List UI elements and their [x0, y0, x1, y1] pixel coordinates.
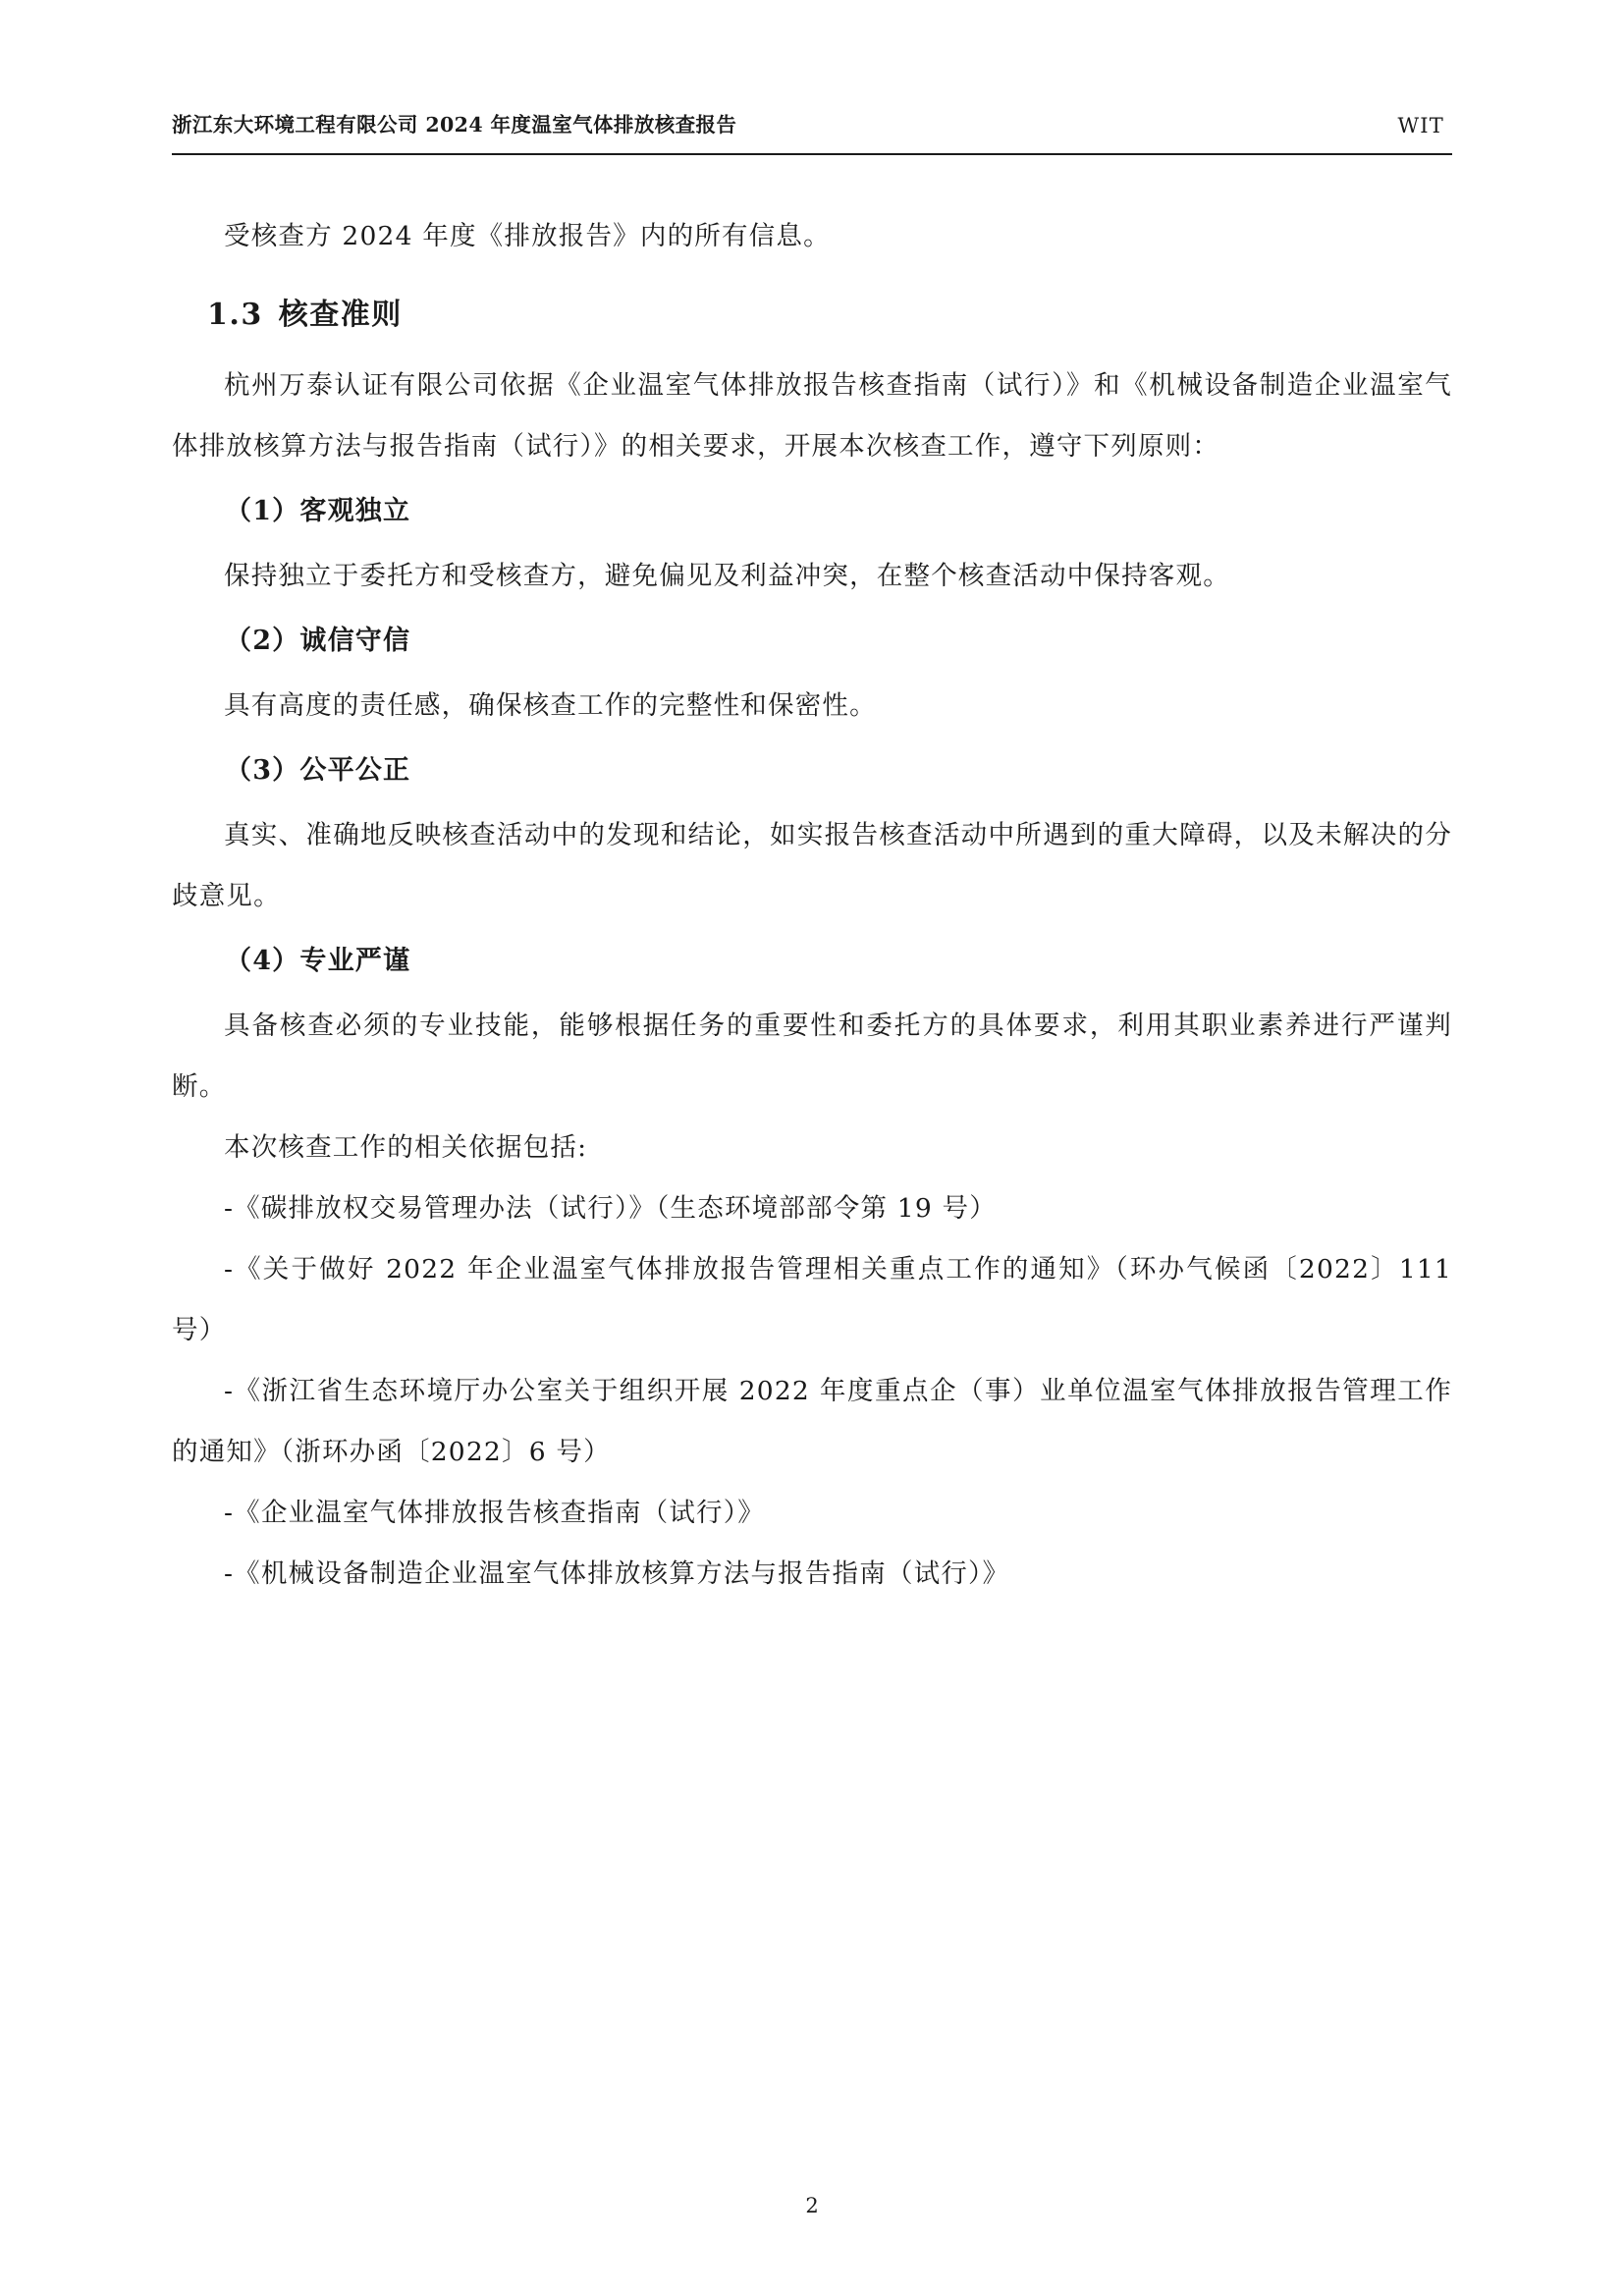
page-number: 2 [805, 2194, 819, 2217]
section-number: 1.3 [207, 298, 263, 332]
section-heading [172, 281, 1452, 350]
section-title: 核查准则 [278, 298, 403, 332]
page-content [172, 206, 1452, 2194]
basis-lead: 本次核查工作的相关依据包括: [224, 1132, 588, 1163]
principle-text-3: 真实、准确地反映核查活动中的发现和结论，如实报告核查活动中所遇到的重大障碍，以及未解决的分歧意见。 [172, 820, 1452, 911]
header-mark: WIT [1397, 114, 1444, 137]
basis-item-2: -《关于做好 2022 年企业温室气体排放报告管理相关重点工作的通知》（环办气候函〔2022〕111 号） [172, 1254, 1452, 1345]
principle-label-3: （3）公平公正 [225, 755, 411, 786]
lead-paragraph: 受核查方 2024 年度《排放报告》内的所有信息。 [224, 221, 831, 251]
principle-label-4: （4）专业严谨 [225, 946, 411, 976]
header-title: 浙江东大环境工程有限公司 2024 年度温室气体排放核查报告 [172, 113, 737, 137]
principle-label-1: （1）客观独立 [225, 496, 411, 526]
principle-text-2: 具有高度的责任感，确保核查工作的完整性和保密性。 [224, 690, 877, 721]
principle-text-4: 具备核查必须的专业技能，能够根据任务的重要性和委托方的具体要求，利用其职业素养进行严谨判断。 [172, 1011, 1452, 1102]
intro-paragraph: 杭州万泰认证有限公司依据《企业温室气体排放报告核查指南（试行）》和《机械设备制造企业温室气体排放核算方法与报告指南（试行）》的相关要求，开展本次核查工作，遵守下列原则： [172, 370, 1452, 462]
page-footer [172, 2194, 1452, 2237]
basis-item-4: -《企业温室气体排放报告核查指南（试行）》 [224, 1498, 765, 1528]
principle-text-1: 保持独立于委托方和受核查方，避免偏见及利益冲突，在整个核查活动中保持客观。 [224, 561, 1230, 591]
basis-item-3: -《浙江省生态环境厅办公室关于组织开展 2022 年度重点企（事）业单位温室气体排放报告管理工作的通知》（浙环办函〔2022〕6 号） [172, 1376, 1452, 1467]
principle-label-2: （2）诚信守信 [225, 626, 411, 656]
basis-item-5: -《机械设备制造企业温室气体排放核算方法与报告指南（试行）》 [224, 1558, 1010, 1589]
basis-item-1: -《碳排放权交易管理办法（试行）》（生态环境部部令第 19 号） [224, 1193, 997, 1224]
page-header [172, 108, 1452, 155]
